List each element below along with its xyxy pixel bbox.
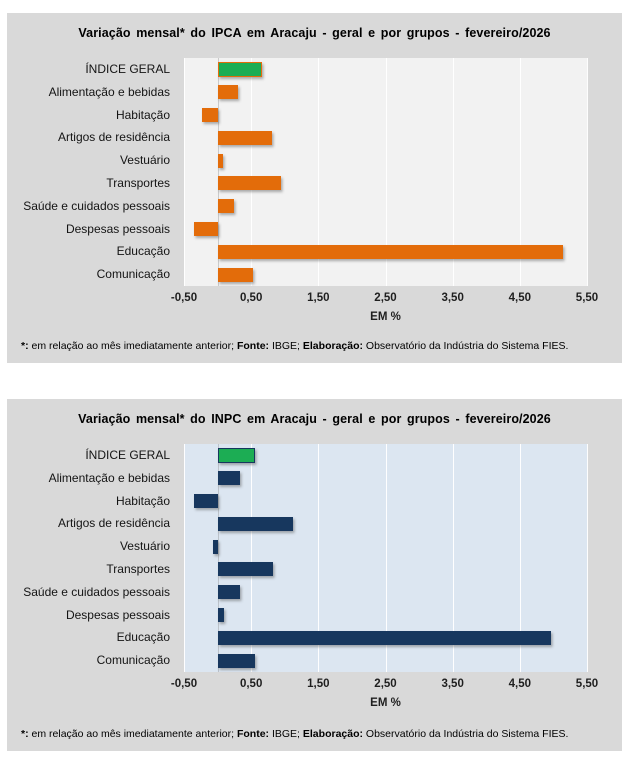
x-tick-label: 5,50 (575, 678, 599, 690)
x-tick-label: 2,50 (374, 678, 397, 690)
category-label: Saúde e cuidados pessoais (23, 584, 170, 599)
x-tick-label: 2,50 (374, 292, 397, 304)
x-tick-label: -0,50 (170, 678, 198, 690)
elaboracao-value: Observatório da Indústria do Sistema FIES. (365, 728, 569, 740)
bar (202, 108, 217, 122)
category-label: Habitação (115, 107, 170, 122)
bar (194, 494, 218, 508)
category-label: Comunicação (96, 267, 170, 282)
category-label: Alimentação e bebidas (48, 470, 170, 485)
category-label: Artigos de residência (57, 130, 170, 145)
category-label: Comunicação (96, 653, 170, 668)
bar (218, 517, 293, 531)
x-tick-label: 0,50 (239, 292, 263, 304)
bar (218, 471, 240, 485)
bar (218, 562, 273, 576)
category-label: Saúde e cuidados pessoais (23, 198, 170, 213)
x-tick-label: 5,50 (575, 292, 599, 304)
elaboracao-label: Elaboração: (302, 728, 363, 740)
category-label: Artigos de residência (57, 516, 170, 531)
fonte-label: Fonte: (236, 340, 270, 352)
elaboracao-label: Elaboração: (302, 340, 363, 352)
bar (218, 654, 255, 668)
x-tick-label: 1,50 (307, 678, 330, 690)
chart-title: Variação mensal* do IPCA em Aracaju - geral e por grupos - fevereiro/2026 (78, 26, 551, 40)
category-label: Vestuário (119, 153, 170, 168)
footnote-text: em relação ao mês imediatamente anterior; (31, 728, 235, 740)
bar (194, 222, 218, 236)
fonte-label: Fonte: (236, 728, 270, 740)
gridline (587, 58, 588, 286)
bar (218, 608, 225, 622)
category-label: Despesas pessoais (65, 607, 170, 622)
category-label: Transportes (106, 562, 170, 576)
gridline (184, 58, 185, 286)
bar (218, 176, 282, 190)
fonte-value: IBGE; (271, 728, 300, 740)
elaboracao-value: Observatório da Indústria do Sistema FIES. (365, 340, 569, 352)
x-axis-ticks (170, 678, 599, 694)
bar (218, 131, 272, 145)
bar (218, 154, 223, 168)
plot-area (184, 58, 587, 286)
category-label: Habitação (115, 493, 170, 508)
bar (213, 540, 218, 554)
category-label: Despesas pessoais (65, 221, 170, 236)
footnote-text: em relação ao mês imediatamente anterior; (31, 340, 235, 352)
inpc-chart-panel (7, 399, 622, 751)
bar (218, 585, 240, 599)
chart-title: Variação mensal* do INPC em Aracaju - geral e por grupos - fevereiro/2026 (78, 412, 551, 426)
x-tick-label: -0,50 (170, 292, 198, 304)
x-tick-label: 3,50 (441, 678, 464, 690)
category-label: ÍNDICE GERAL (85, 62, 170, 76)
source-note (21, 728, 612, 740)
x-axis-ticks (170, 292, 599, 308)
category-label: ÍNDICE GERAL (85, 448, 170, 462)
x-tick-label: 3,50 (441, 292, 464, 304)
x-tick-label: 4,50 (508, 292, 532, 304)
bar (218, 268, 254, 282)
x-tick-label: 1,50 (307, 292, 330, 304)
fonte-value: IBGE; (271, 340, 300, 352)
gridline (184, 444, 185, 672)
bar (218, 85, 238, 99)
category-label: Educação (116, 244, 170, 259)
ipca-chart-panel (7, 13, 622, 363)
category-label: Alimentação e bebidas (48, 84, 170, 99)
gridline (587, 444, 588, 672)
x-tick-label: 0,50 (239, 678, 263, 690)
category-labels (7, 444, 177, 672)
x-axis-label: EM % (370, 311, 401, 323)
footnote-marker: *: (21, 728, 29, 740)
source-note (21, 340, 612, 352)
category-label: Vestuário (119, 539, 170, 554)
bar (218, 199, 235, 213)
bar (218, 62, 262, 77)
category-label: Transportes (106, 176, 170, 190)
bar (218, 245, 563, 259)
x-axis-label: EM % (370, 697, 401, 709)
bar (218, 448, 255, 463)
bar (218, 631, 551, 645)
category-label: Educação (116, 630, 170, 645)
plot-area (184, 444, 587, 672)
x-tick-label: 4,50 (508, 678, 532, 690)
footnote-marker: *: (21, 340, 29, 352)
category-labels (7, 58, 177, 286)
